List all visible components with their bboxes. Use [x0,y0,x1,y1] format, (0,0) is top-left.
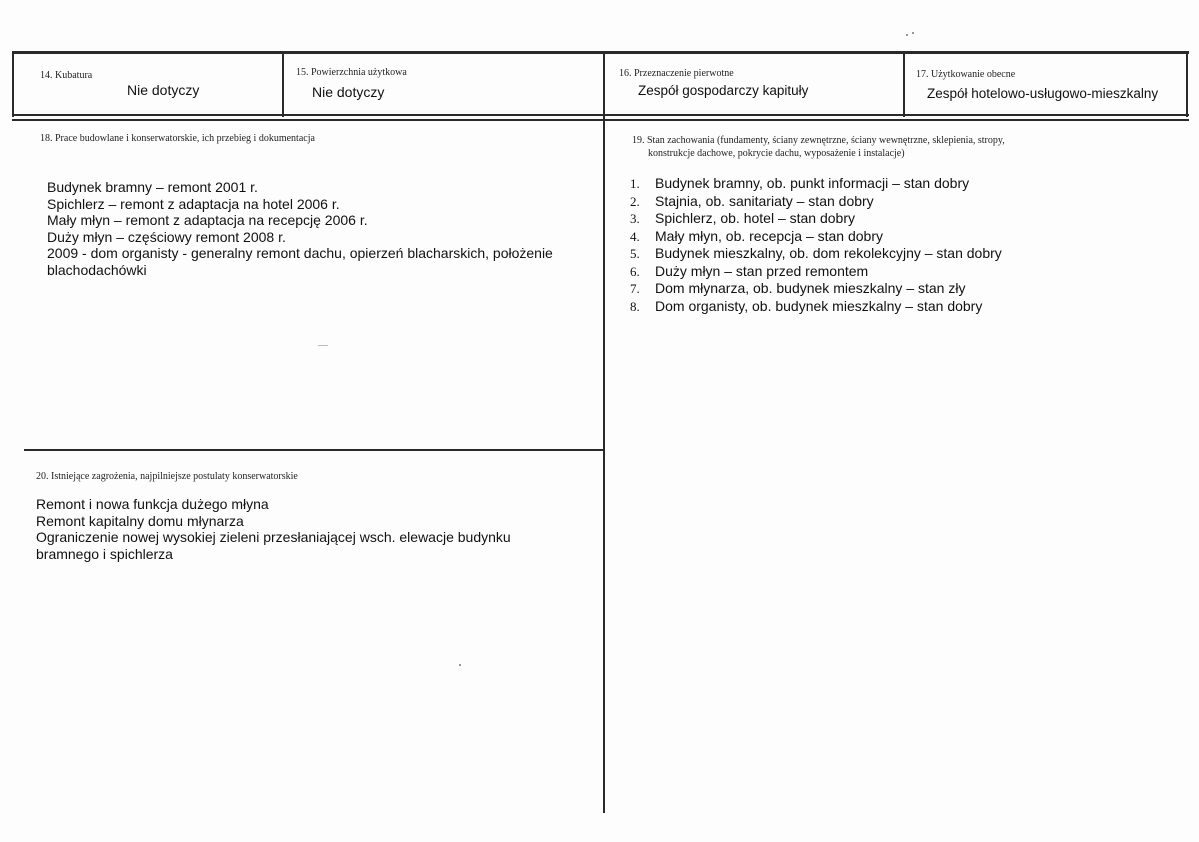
kubatura-label: 14. Kubatura [40,70,93,81]
zagrozenia-line: Remont kapitalny domu młynarza [36,512,244,529]
stan-zachowania-label-cont: konstrukcje dachowe, pokrycie dachu, wyposażenie i instalacje) [648,148,905,159]
list-item: 2. Stajnia, ob. sanitariaty – stan dobry [630,192,874,209]
prace-line: Budynek bramny – remont 2001 r. [47,179,258,195]
section20-top-line [24,449,604,451]
prace-line: 2009 - dom organisty - generalny remont dachu, opierzeń blacharskich, położenie [47,245,553,261]
list-item: 5. Budynek mieszkalny, ob. dom rekolekcyjny – stan dobry [630,245,1002,261]
center-divider-line [603,51,605,813]
uzytkowanie-value: Zespół hotelowo-usługowo-mieszkalny [927,86,1159,101]
prace-budowlane-text [47,179,553,278]
row1-bottom-line [12,114,1189,116]
powierzchnia-value: Nie dotyczy [312,84,385,100]
list-item: 1. Budynek bramny, ob. punkt informacji – stan dobry [630,175,970,191]
zagrozenia-line: bramnego i spichlerza [36,545,173,562]
prace-line: Duży młyn – częściowy remont 2008 r. [47,228,286,245]
uzytkowanie-label: 17. Użytkowanie obecne [916,69,1016,80]
top-border-line [12,51,1189,54]
list-item: 4. Mały młyn, ob. recepcja – stan dobry [630,227,883,244]
prace-budowlane-label: 18. Prace budowlane i konserwatorskie, ich przebieg i dokumentacja [40,133,315,144]
right-border-line [1186,51,1188,117]
zagrozenia-text [36,496,511,562]
prace-line: Mały młyn – remont z adaptacja na recepcję 2006 r. [47,212,368,228]
przeznaczenie-value: Zespół gospodarczy kapituły [638,83,809,98]
list-item: 7. Dom młynarza, ob. budynek mieszkalny – stan zły [630,280,966,296]
przeznaczenie-label: 16. Przeznaczenie pierwotne [619,68,734,79]
stan-zachowania-label: 19. Stan zachowania (fundamenty, ściany zewnętrzne, ściany wewnętrzne, sklepienia, stropy, [632,135,1005,146]
list-item: 3. Spichlerz, ob. hotel – stan dobry [630,210,856,226]
scan-speck [912,32,914,34]
list-item: 8. Dom organisty, ob. budynek mieszkalny – stan dobry [630,297,983,314]
prace-line: blachodachówki [47,261,147,278]
kubatura-value: Nie dotyczy [127,82,200,98]
scan-speck [459,664,461,666]
left-border-line [12,51,14,117]
divider-14-15 [282,51,284,117]
scan-speck [906,34,908,36]
divider-16-17 [903,51,905,117]
prace-line: Spichlerz – remont z adaptacja na hotel 2006 r. [47,195,340,212]
zagrozenia-line: Remont i nowa funkcja dużego młyna [36,496,269,512]
list-item: 6. Duży młyn – stan przed remontem [630,262,869,279]
scan-mark [318,345,328,346]
zagrozenia-label: 20. Istniejące zagrożenia, najpilniejsze postulaty konserwatorskie [36,471,298,482]
zagrozenia-line: Ograniczenie nowej wysokiej zieleni przesłaniającej wsch. elewacje budynku [36,529,511,545]
powierzchnia-label: 15. Powierzchnia użytkowa [296,67,407,78]
stan-zachowania-list [630,175,1002,315]
row2-top-line [12,119,1189,121]
